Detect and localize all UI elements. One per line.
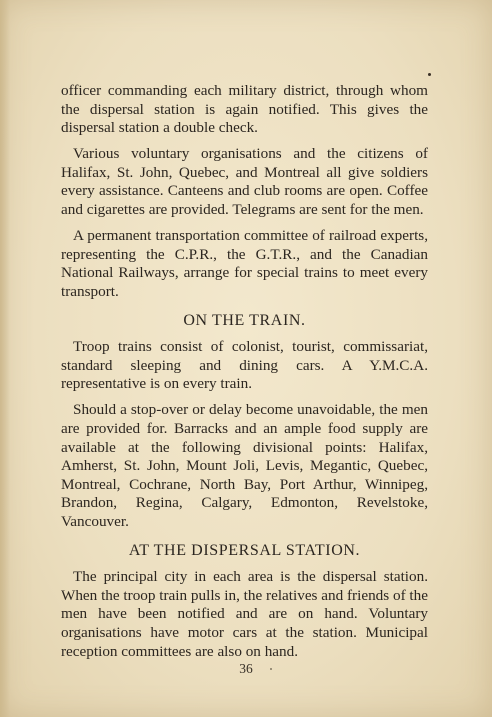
paragraph: Various voluntary organisations and the citizens of Halifax, St. John, Quebec, and Montreal all give soldiers every assistance. Canteens and club rooms are open. Coffee and cigarettes are provided. Telegrams are sent for the men. [61,145,428,219]
paragraph: A permanent transportation committee of railroad experts, representing the C.P.R., the G.T.R., and the Canadian National Railways, arrange for special trains to meet every transport. [61,227,428,300]
paragraph: Troop trains consist of colonist, tourist, commissariat, standard sleeping and dining cars. A Y.M.C.A. representative is on every train. [61,338,428,393]
section-heading-at-the-dispersal-station: AT THE DISPERSAL STATION. [128,541,361,559]
section-heading-on-the-train: ON THE TRAIN. [183,311,306,329]
ink-speck [428,73,431,76]
paragraph: officer commanding each military district, through whom the dispersal station is again notified. This gives the dispersal station a double check. [61,82,428,137]
paragraph: Should a stop-over or delay become unavoidable, the men are provided for. Barracks and an ample food supply are available at the following divisional points: Halifax, Amherst, St. John, Mount Joli, Levis, Megantic, Quebec, Montreal, Cochrane, North Bay, Port Arthur, Winnipeg, Brandon, Regina, Calgary, Edmonton, Revelstoke, Vancouver. [61,401,428,530]
page-spine-shadow [0,0,10,717]
page-number: 36 [239,661,253,676]
paragraph: The principal city in each area is the dispersal station. When the troop train pulls in, the relatives and friends of the men have been notified and are on hand. Voluntary organisations have motor cars at the station. Municipal reception committees are also on hand. [61,568,428,660]
ink-speck [270,668,272,670]
page-body [61,82,428,669]
